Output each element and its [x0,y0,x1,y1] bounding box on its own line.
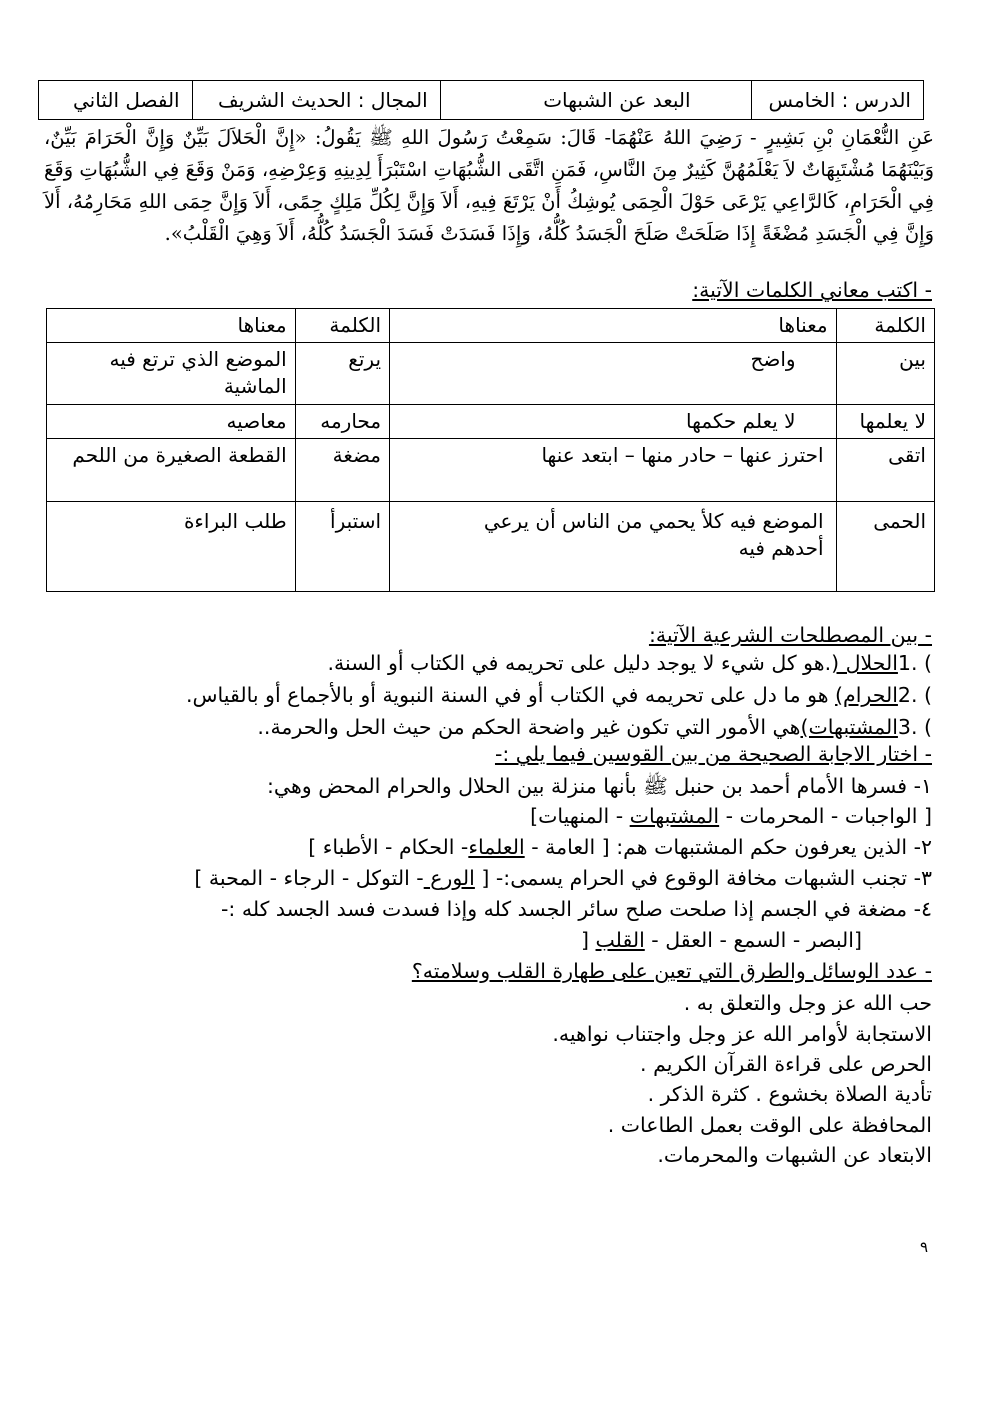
vocab-word: يرتع [295,343,389,405]
correct-answer: العلماء [468,835,525,859]
table-header-row [47,309,935,343]
option-text: - التوكل - الرجاء - المحبة ] [194,866,424,890]
term-label: الفصل الثاني [39,81,193,120]
table-row [47,502,935,592]
term-item [257,715,932,739]
term-word: الحلال ( [831,651,898,675]
vocab-word: استبرأ [295,502,389,592]
mcq-title: - اختار الاجابة الصحيحة من بين القوسين فيما يلي :- [494,742,932,766]
col-header: معناها [390,309,837,343]
vocab-meaning: طلب البراءة [47,502,296,592]
option-text: [ الواجبات - المحرمات - [719,804,932,828]
vocab-word: اتقى [836,439,934,502]
term-item [186,683,932,707]
term-definition: هي الأمور التي تكون غير واضحة الحكم من حيث الحل والحرمة.. [257,715,801,739]
list-item: المحافظة على الوقت بعمل الطاعات . [607,1113,932,1137]
lesson-header [38,80,924,120]
vocab-table [46,308,935,592]
col-header: الكلمة [836,309,934,343]
vocab-word: محارمه [295,405,389,439]
question-1: ١- فسرها الأمام أحمد بن حنبل ﷺ بأنها منزلة بين الحلال والحرام المحض وهي: [267,774,932,798]
correct-answer: الورع [423,866,475,890]
correct-answer: المشتبهات [629,804,720,828]
option-text: ٢- الذين يعرفون حكم المشتبهات هم: [ العامة - [524,835,932,859]
table-row [47,405,935,439]
question-3 [194,866,932,890]
list-item: تأدية الصلاة بخشوع . كثرة الذكر . [647,1082,932,1106]
vocab-meaning: لا يعلم حكمها [390,405,837,439]
question-1-options [530,804,932,828]
vocab-word: بين [836,343,934,405]
means-title: - عدد الوسائل والطرق التي تعين على طهارة القلب وسلامته؟ [411,959,932,983]
vocab-meaning: الموضع الذي ترتع فيه الماشية [47,343,296,405]
term-definition: هو ما دل على تحريمه في الكتاب أو في السنة النبوية أو بالأجماع أو بالقياس. [186,683,836,707]
vocab-word: مضغة [295,439,389,502]
lesson-title: البعد عن الشبهات [440,81,751,120]
term-number: ) .2 [897,683,932,707]
lesson-number: الدرس : الخامس [751,81,923,120]
question-4: ٤- مضغة في الجسم إذا صلحت صلح سائر الجسد كله وإذا فسدت فسد الجسد كله :- [221,897,932,921]
vocab-meaning: الموضع فيه كلأ يحمي من الناس أن يرعي أحدهم فيه [390,502,837,592]
vocab-meaning: القطعة الصغيرة من اللحم [47,439,296,502]
term-word: الحرام) [835,683,898,707]
vocab-title: - اكتب معاني الكلمات الآتية: [692,278,932,302]
col-header: معناها [47,309,296,343]
list-item: حب الله عز وجل والتعلق به . [683,991,932,1015]
term-number: ) .1 [897,651,932,675]
option-text: - الحكام - الأطباء ] [308,835,469,859]
vocab-word: لا يعلمها [836,405,934,439]
term-definition: .هو كل شيء لا يوجد دليل على تحريمه في الكتاب أو السنة. [327,651,832,675]
hadith-text: عَنِ النُّعْمَانِ بْنِ بَشِيرٍ - رَضِيَ اللهُ عَنْهُمَا- قَالَ: سَمِعْتُ رَسُولَ اللهِ ﷺ يَقُولُ: «إِنَّ الْحَلاَلَ بَيِّنٌ وَإِنَّ الْحَرَامَ بَيِّنٌ، وَبَيْنَهُمَا مُشْتَبِهَاتٌ لاَ يَعْلَمُهُنَّ كَثِيرٌ مِنَ النَّاسِ، فَمَنِ اتَّقَى الشُّبُهَاتِ اسْتَبْرَأَ لِدِينِهِ وَعِرْضِهِ، وَمَنْ وَقَعَ فِي الشُّبُهَاتِ وَقَعَ فِي الْحَرَامِ، كَالرَّاعِي يَرْعَى حَوْلَ الْحِمَى يُوشِكُ أَنْ يَرْتَعَ فِيهِ، أَلاَ وَإِنَّ لِكُلِّ مَلِكٍ حِمًى، أَلاَ وَإِنَّ حِمَى اللهِ مَحَارِمُهُ، أَلاَ وَإِنَّ فِي الْجَسَدِ مُضْغَةً إِذَا صَلَحَتْ صَلَحَ الْجَسَدُ كُلُّهُ، وَإِذَا فَسَدَتْ فَسَدَ الْجَسَدُ كُلُّهُ، أَلاَ وَهِيَ الْقَلْبُ». [44,126,934,245]
correct-answer: القلب [595,928,645,952]
question-4-options [581,928,862,952]
field-label: المجال : الحديث الشريف [192,81,440,120]
term-item [328,651,933,675]
col-header: الكلمة [295,309,389,343]
option-text: - المنهيات] [530,804,630,828]
vocab-meaning: معاصيه [47,405,296,439]
option-text: [البصر - السمع - العقل - [644,928,862,952]
list-item: الابتعاد عن الشبهات والمحرمات. [657,1143,932,1167]
option-text: ٣- تجنب الشبهات مخافة الوقوع في الحرام يسمى:- [ [474,866,932,890]
page-number: ٩ [920,1238,929,1256]
vocab-meaning: واضح [390,343,837,405]
vocab-meaning: احترز عنها – حادر منها – ابتعد عنها [390,439,837,502]
terms-title: - بين المصطلحات الشرعية الآتية: [648,623,932,647]
question-2 [308,835,932,859]
term-word: المشتبهات) [800,715,898,739]
table-row [47,439,935,502]
list-item: الحرص على قراءة القرآن الكريم . [640,1052,932,1076]
table-row [47,343,935,405]
term-number: ) .3 [897,715,932,739]
list-item: الاستجابة لأوامر الله عز وجل واجتناب نواهيه. [552,1022,932,1046]
vocab-word: الحمى [836,502,934,592]
option-text: [ [581,928,596,952]
